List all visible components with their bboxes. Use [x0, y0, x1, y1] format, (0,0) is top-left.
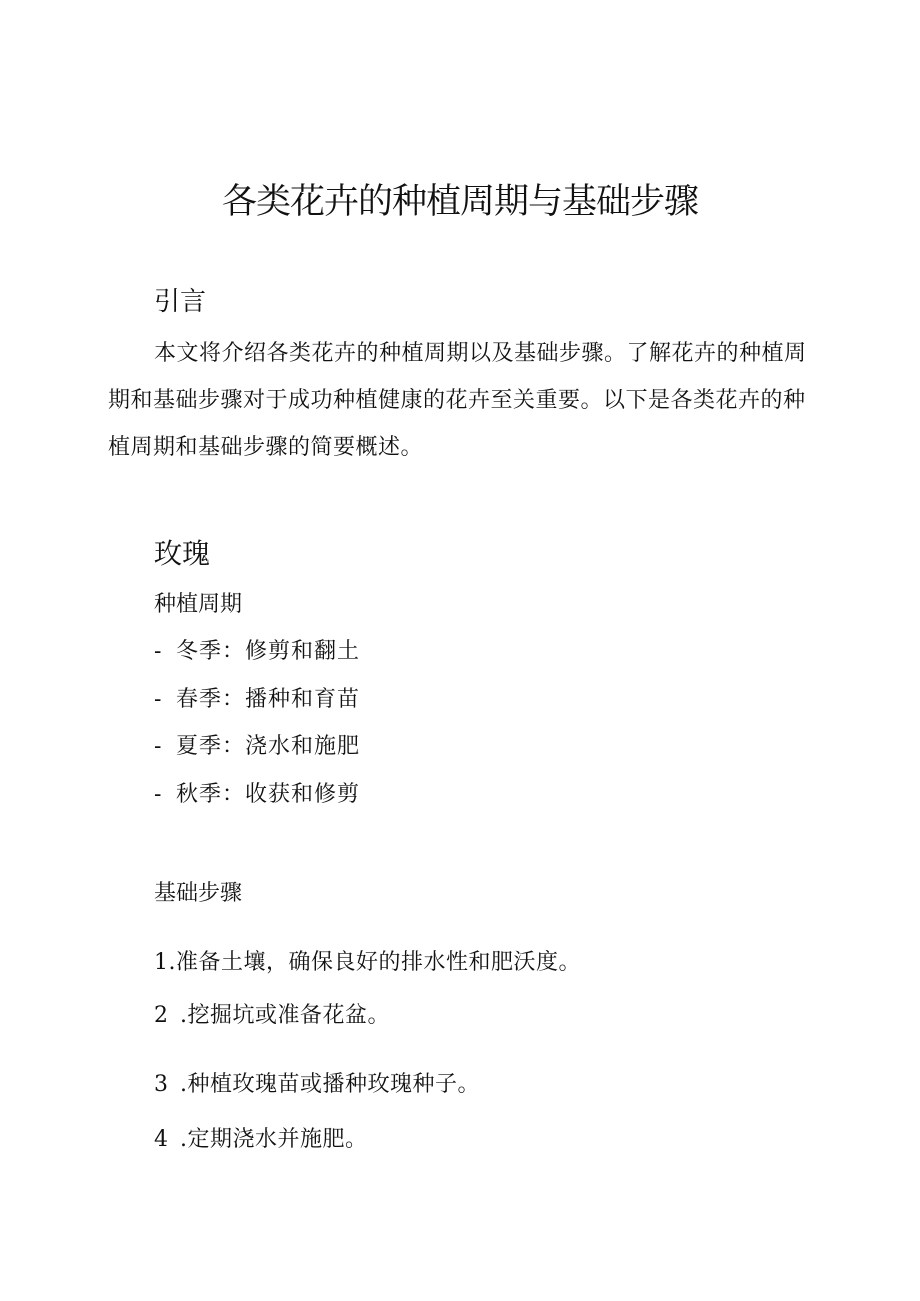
intro-heading: 引言 — [154, 287, 207, 317]
intro-paragraph: 本文将介绍各类花卉的种植周期以及基础步骤。了解花卉的种植周期和基础步骤对于成功种植健康的花卉至关重要。以下是各类花卉的种植周期和基础步骤的简要概述。 — [108, 341, 807, 460]
list-item — [154, 776, 360, 824]
step-text: .定期浇水并施肥。 — [180, 1127, 368, 1152]
step-item — [154, 945, 581, 981]
step-item — [154, 998, 390, 1034]
season-text: 春季：播种和育苗 — [176, 686, 361, 712]
step-item — [154, 1067, 480, 1103]
step-number: 1. — [154, 950, 176, 975]
step-number: 2 — [154, 1003, 169, 1028]
step-text: 准备土壤，确保良好的排水性和肥沃度。 — [176, 950, 582, 975]
step-number: 4 — [154, 1127, 169, 1152]
basic-steps-heading: 基础步骤 — [154, 881, 243, 906]
list-dash: - — [154, 781, 163, 807]
step-item — [154, 1122, 368, 1158]
list-dash: - — [154, 734, 163, 759]
planting-cycle-heading: 种植周期 — [154, 592, 243, 617]
step-number: 3 — [154, 1072, 169, 1097]
document-title: 各类花卉的种植周期与基础步骤 — [221, 182, 698, 222]
list-item — [154, 633, 360, 681]
season-text: 秋季：收获和修剪 — [176, 781, 361, 807]
season-text: 夏季：浇水和施肥 — [176, 734, 361, 759]
list-item — [154, 728, 360, 776]
step-text: .种植玫瑰苗或播种玫瑰种子。 — [180, 1072, 480, 1097]
rose-heading: 玫瑰 — [154, 537, 211, 570]
list-item — [154, 681, 360, 729]
step-text: .挖掘坑或准备花盆。 — [180, 1003, 390, 1028]
season-list — [154, 633, 360, 823]
list-dash: - — [154, 686, 163, 712]
list-dash: - — [154, 639, 163, 664]
season-text: 冬季：修剪和翻土 — [176, 639, 361, 664]
